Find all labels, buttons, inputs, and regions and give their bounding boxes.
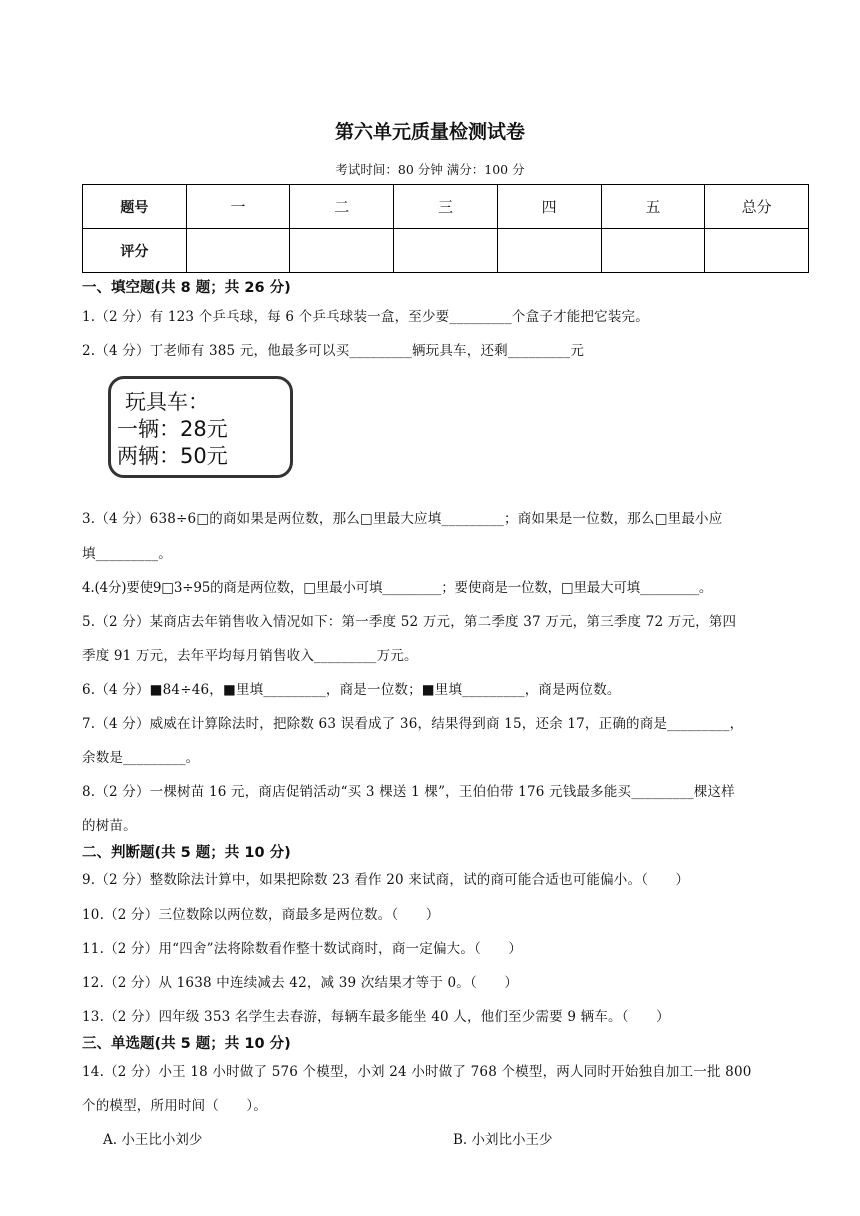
option-a[interactable]: A. 小王比小刘少 (103, 1132, 203, 1148)
score-table-cell: 五 (601, 185, 705, 229)
question-line: 7.（4 分）威威在计算除法时，把除数 63 误看成了 36，结果得到商 15，还余 17，正确的商是_________， (82, 716, 744, 732)
exam-info: 考试时间：80 分钟 满分：100 分 (335, 162, 525, 177)
question-line: 季度 91 万元，去年平均每月销售收入_________万元。 (82, 648, 418, 664)
score-input-cell[interactable] (394, 229, 498, 273)
score-table-header-row (83, 185, 809, 229)
section-heading: 三、单选题(共 5 题；共 10 分) (82, 1036, 291, 1052)
score-table-cell: 评分 (83, 229, 187, 273)
price-card-title: 玩具车： (125, 390, 209, 414)
score-table-cell: 四 (497, 185, 601, 229)
score-table-cell: 二 (290, 185, 394, 229)
question-line: 个的模型，所用时间（ ）。 (82, 1098, 268, 1114)
score-table-cell: 总分 (705, 185, 809, 229)
question-line: 9.（2 分）整数除法计算中，如果把除数 23 看作 20 来试商，试的商可能合适也可能偏小。（ ） (82, 872, 690, 888)
price-card-line: 一辆：28元 (117, 417, 228, 441)
question-line: 3.（4 分）638÷6□的商如果是两位数，那么□里最大应填_________；商如果是一位数，那么□里最小应 (82, 511, 723, 527)
question-line: 2.（4 分）丁老师有 385 元，他最多可以买_________辆玩具车，还剩_________元 (82, 343, 585, 359)
price-card (108, 376, 293, 478)
score-input-cell[interactable] (601, 229, 705, 273)
question-line: 填_________。 (82, 546, 172, 562)
score-input-cell[interactable] (705, 229, 809, 273)
section-heading: 一、填空题(共 8 题；共 26 分) (82, 280, 291, 296)
page-title: 第六单元质量检测试卷 (334, 121, 525, 143)
score-input-cell[interactable] (186, 229, 290, 273)
score-table-cell: 题号 (83, 185, 187, 229)
score-input-cell[interactable] (290, 229, 394, 273)
question-line: 11.（2 分）用“四舍”法将除数看作整十数试商时，商一定偏大。（ ） (82, 941, 523, 957)
question-line: 5.（2 分）某商店去年销售收入情况如下：第一季度 52 万元，第二季度 37 万元，第三季度 72 万元，第四 (82, 614, 737, 630)
question-line: 13.（2 分）四年级 353 名学生去春游，每辆车最多能坐 40 人，他们至少需要 9 辆车。（ ） (82, 1009, 670, 1025)
option-b[interactable]: B. 小刘比小王少 (453, 1132, 553, 1148)
question-line: 14.（2 分）小王 18 小时做了 576 个模型，小刘 24 小时做了 768 个模型，两人同时开始独自加工一批 800 (82, 1064, 752, 1080)
score-table-score-row (83, 229, 809, 273)
score-table (82, 184, 809, 273)
question-line: 6.（4 分）■84÷46，■里填_________，商是一位数；■里填_________，商是两位数。 (82, 682, 621, 698)
question-line: 12.（2 分）从 1638 中连续减去 42，减 39 次结果才等于 0。（ ） (82, 975, 519, 991)
question-line: 10.（2 分）三位数除以两位数，商最多是两位数。（ ） (82, 907, 440, 923)
score-table-cell: 三 (394, 185, 498, 229)
question-line: 余数是_________。 (82, 750, 200, 766)
question-line: 1.（2 分）有 123 个乒乓球，每 6 个乒乓球装一盒，至少要_________个盒子才能把它装完。 (82, 309, 649, 325)
score-table-cell: 一 (186, 185, 290, 229)
question-line: 的树苗。 (82, 818, 137, 834)
score-input-cell[interactable] (497, 229, 601, 273)
section-heading: 二、判断题(共 5 题；共 10 分) (82, 845, 291, 861)
question-line: 4.(4分)要使9□3÷95的商是两位数，□里最小可填_________；要使商是一位数，□里最大可填_________。 (82, 580, 713, 596)
price-card-line: 两辆：50元 (117, 444, 228, 468)
question-line: 8.（2 分）一棵树苗 16 元，商店促销活动“买 3 棵送 1 棵”，王伯伯带 176 元钱最多能买_________棵这样 (82, 784, 735, 800)
